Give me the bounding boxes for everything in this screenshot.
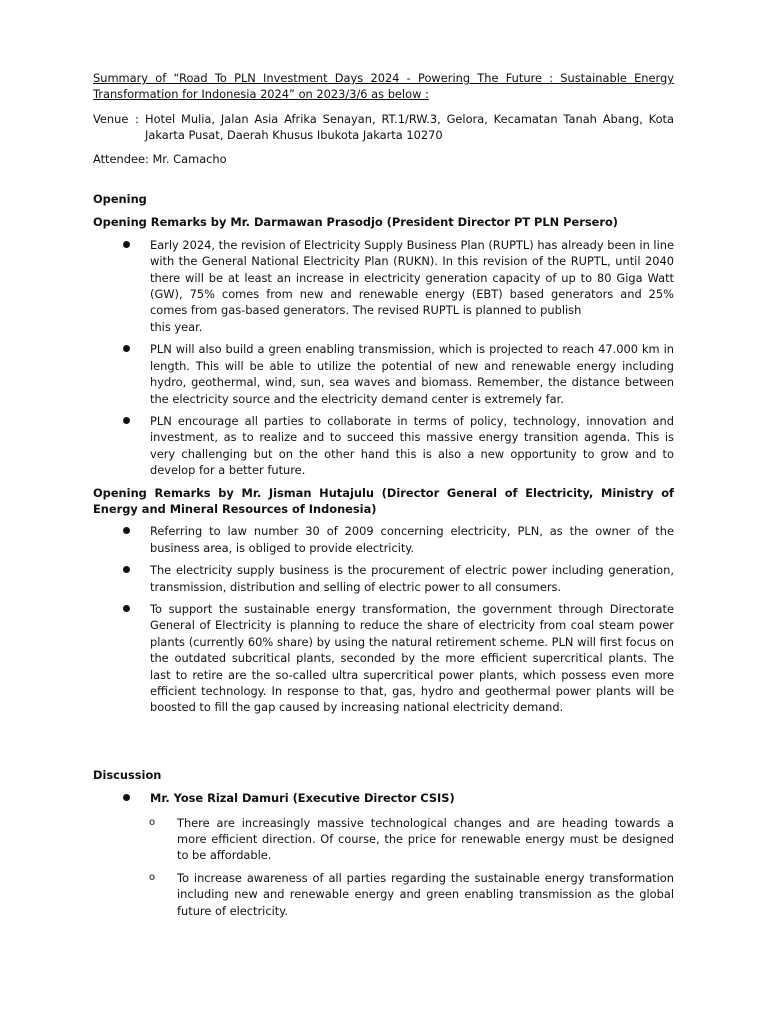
document-title: Summary of “Road To PLN Investment Days 2024 - Powering The Future : Sustainable Energy Transformation for Indonesia 2024” on 2023/3/6 as below : xyxy=(93,71,674,102)
bullet-dot-icon xyxy=(123,605,130,612)
discussion-speaker-name: Mr. Yose Rizal Damuri (Executive Director CSIS) xyxy=(150,791,455,806)
bullet-dot-icon xyxy=(123,794,130,801)
discussion-point-text: There are increasingly massive technological changes and are heading towards a more efficient direction. Of course, the price for renewable energy must be designed to be affordable. xyxy=(177,815,674,863)
hutajulu-bullets xyxy=(93,523,674,715)
list-item xyxy=(93,815,674,864)
list-item xyxy=(93,601,674,716)
venue-separator: : xyxy=(135,111,139,126)
opening-heading: Opening xyxy=(93,192,147,207)
section-spacer xyxy=(93,722,674,767)
list-item xyxy=(93,562,674,595)
list-item xyxy=(93,237,674,335)
bullet-dot-icon xyxy=(123,527,130,534)
bullet-text-tail: this year. xyxy=(150,319,203,334)
bullet-text: To support the sustainable energy transformation, the government through Directorate General of Electricity is planning to reduce the share of electricity from coal steam power plants (currently 60% share) by using the natural retirement scheme. PLN will first focus on the outdated subcritical plants, seconded by the more efficient supercritical plants. The last to retire are the so-called ultra supercritical power plants, which possess even more efficient technology. In response to that, gas, hydro and geothermal power plants will be boosted to fill the gap caused by increasing national electricity demand. xyxy=(150,601,674,715)
hollow-bullet-icon: o xyxy=(149,816,156,828)
list-item xyxy=(93,341,674,407)
bullet-text: PLN will also build a green enabling transmission, which is projected to reach 47.000 km in length. This will be able to utilize the potential of new and renewable energy including hydro, geothermal, wind, sun, sea waves and biomass. Remember, the distance between the electricity source and the electricity demand center is extremely far. xyxy=(150,342,674,406)
bullet-dot-icon xyxy=(123,241,130,248)
list-item xyxy=(93,413,674,479)
discussion-point-text: To increase awareness of all parties regarding the sustainable energy transformation including new and renewable energy and green enabling transmission as the global future of electricity. xyxy=(177,870,674,918)
list-item xyxy=(93,523,674,556)
list-item xyxy=(93,870,674,919)
bullet-dot-icon xyxy=(123,417,130,424)
discussion-points xyxy=(93,815,674,919)
discussion-heading: Discussion xyxy=(93,767,162,782)
prasodjo-bullets xyxy=(93,237,674,479)
bullet-dot-icon xyxy=(123,566,130,573)
speaker-heading-hutajulu: Opening Remarks by Mr. Jisman Hutajulu (Director General of Electricity, Ministry of Energy and Mineral Resources of Indonesia) xyxy=(93,485,674,516)
document-body xyxy=(93,70,674,925)
bullet-text: The electricity supply business is the procurement of electric power including generation, transmission, distribution and selling of electric power to all consumers. xyxy=(150,563,674,594)
bullet-text: PLN encourage all parties to collaborate in terms of policy, technology, innovation and investment, as to realize and to succeed this massive energy transition agenda. This is very challenging but on the other hand this is also a new opportunity to grow and to develop for a better future. xyxy=(150,413,674,478)
attendee-line: Attendee: Mr. Camacho xyxy=(93,151,227,166)
hollow-bullet-icon: o xyxy=(149,871,156,883)
venue-label: Venue xyxy=(93,111,129,126)
discussion-speaker xyxy=(93,790,674,806)
venue-address: Hotel Mulia, Jalan Asia Afrika Senayan, RT.1/RW.3, Gelora, Kecamatan Tanah Abang, Kota Jakarta Pusat, Daerah Khusus Ibukota Jakarta 10270 xyxy=(145,111,674,143)
speaker-heading-prasodjo: Opening Remarks by Mr. Darmawan Prasodjo (President Director PT PLN Persero) xyxy=(93,215,618,230)
venue-row xyxy=(93,111,674,144)
bullet-dot-icon xyxy=(123,345,130,352)
bullet-text: Referring to law number 30 of 2009 concerning electricity, PLN, as the owner of the business area, is obliged to provide electricity. xyxy=(150,524,674,555)
bullet-text: Early 2024, the revision of Electricity Supply Business Plan (RUPTL) has already been in line with the General National Electricity Plan (RUKN). In this revision of the RUPTL, until 2040 there will be at least an increase in electricity generation capacity of up to 80 Giga Watt (GW), 75% comes from new and renewable energy (EBT) based generators and 25% comes from gas-based generators. The revised RUPTL is planned to publish xyxy=(150,237,674,318)
